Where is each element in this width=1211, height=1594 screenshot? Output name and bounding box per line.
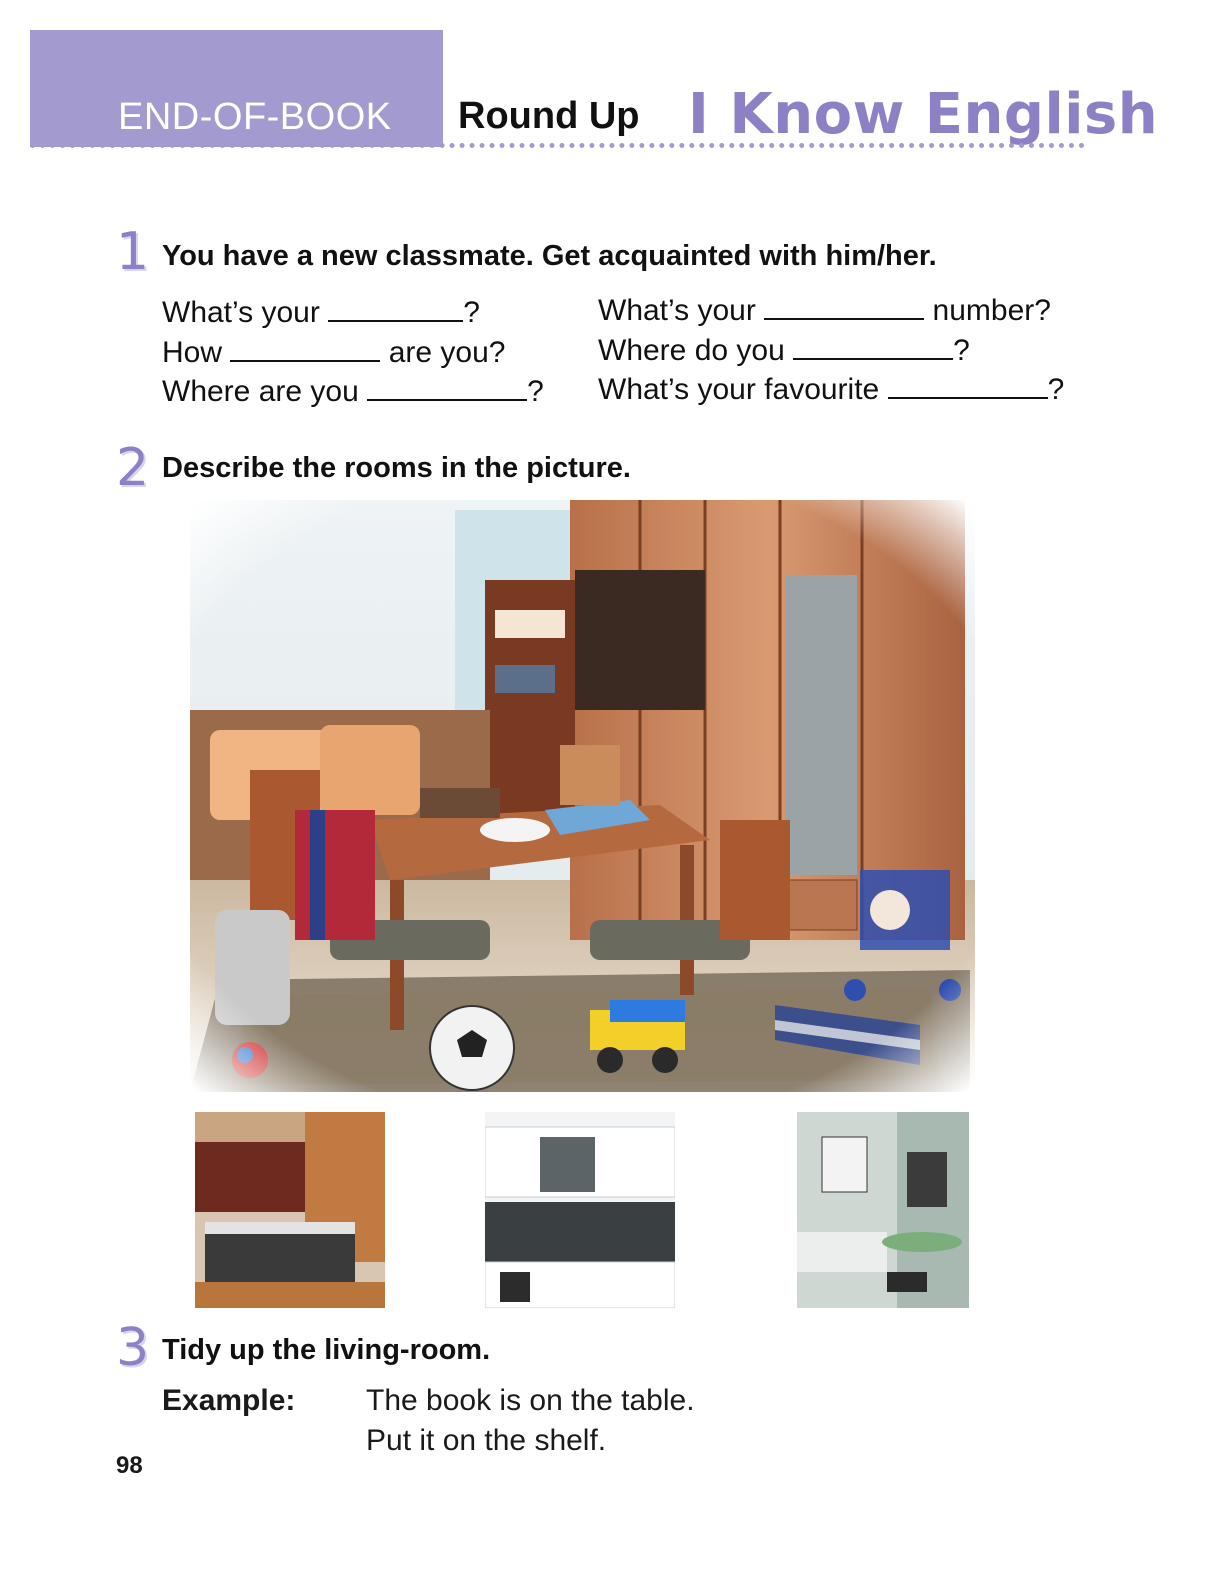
task-1-question: [162, 375, 544, 409]
question-text: ?: [1047, 373, 1065, 406]
answer-blank: [888, 373, 1048, 399]
task-1-title: You have a new classmate. Get acquainted with him/her.: [162, 240, 937, 272]
task-1-question: [162, 336, 505, 370]
answer-blank: [764, 294, 924, 320]
task-1-question: [598, 373, 1064, 407]
task-1-question: [162, 296, 480, 330]
answer-blank: [230, 336, 380, 362]
answer-blank: [328, 296, 463, 322]
task-3-number: 3: [116, 1318, 150, 1378]
example-line: Put it on the shelf.: [366, 1424, 607, 1457]
question-text: number?: [932, 294, 1051, 327]
bedroom-picture: [195, 1112, 385, 1308]
task-3-title: Tidy up the living-room.: [162, 1334, 491, 1366]
kitchen-picture: [485, 1112, 675, 1308]
bathroom-picture: [797, 1112, 969, 1308]
example-line: The book is on the table.: [366, 1384, 695, 1417]
header-tab-label: END-OF-BOOK: [118, 96, 392, 138]
page-title: I Know English: [688, 82, 1159, 147]
answer-blank: [793, 334, 953, 360]
task-2-number: 2: [116, 438, 150, 498]
task-1-question: [598, 334, 970, 368]
header-round-up: Round Up: [458, 95, 640, 137]
question-text: What’s your favourite: [598, 373, 880, 406]
question-text: ?: [463, 296, 480, 329]
task-2-title: Describe the rooms in the picture.: [162, 452, 631, 484]
question-text: are you?: [388, 336, 506, 369]
example-label: Example:: [162, 1384, 296, 1417]
living-room-picture: [190, 500, 975, 1092]
page-number: 98: [116, 1452, 143, 1479]
question-text: What’s your: [598, 294, 756, 327]
question-text: ?: [527, 375, 544, 408]
task-1-question: [598, 294, 1051, 328]
header-dotted-divider: [30, 143, 1085, 148]
answer-blank: [367, 375, 527, 401]
question-text: How: [162, 336, 223, 369]
question-text: Where do you: [598, 334, 785, 367]
question-text: What’s your: [162, 296, 320, 329]
question-text: ?: [953, 334, 970, 367]
question-text: Where are you: [162, 375, 359, 408]
task-1-number: 1: [116, 222, 150, 282]
